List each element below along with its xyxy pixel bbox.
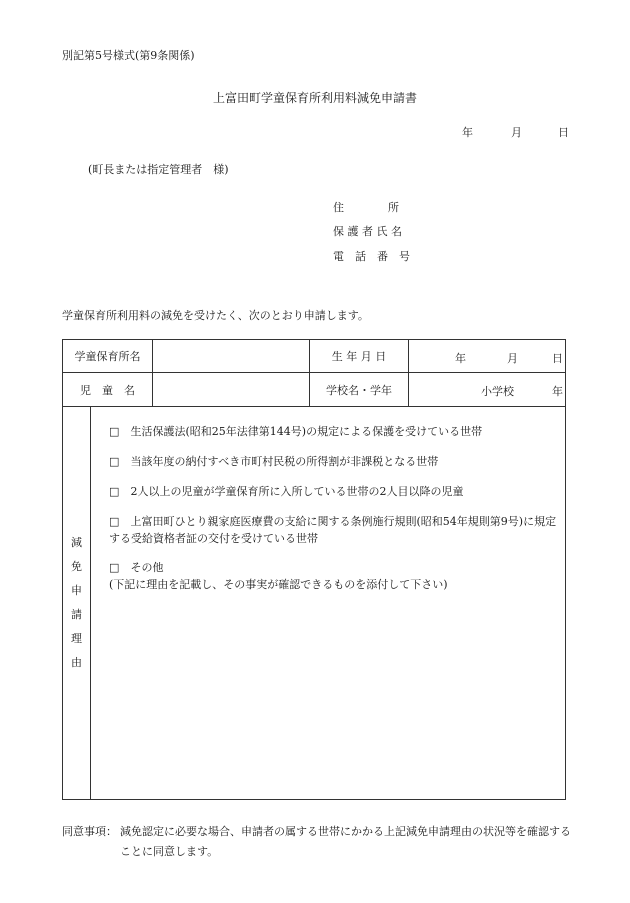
reason-option[interactable] [109,559,557,593]
birth-date-field[interactable] [409,340,566,373]
date-month-label: 月 [511,126,522,139]
reason-options [91,407,566,800]
facility-field[interactable] [153,340,310,373]
child-row [63,373,566,407]
birth-month-label: 月 [507,352,518,365]
application-table [62,339,566,800]
child-name-label: 児 童 名 [63,373,153,407]
reason-label-char: 由 [71,656,82,669]
birth-date-label: 生 年 月 日 [310,340,409,373]
reason-label-char: 申 [71,584,82,597]
reason-option-note: (下記に理由を記載し、その事実が確認できるものを添付して下さい) [109,578,448,591]
child-name-field[interactable] [153,373,310,407]
date-day-label: 日 [558,126,569,139]
reason-label-char: 減 [71,536,82,549]
reason-label-char: 理 [71,632,82,645]
reason-option-text: 上富田町ひとり親家庭医療費の支給に関する条例施行規則(昭和54年規則第9号)に規定する受給資格者証の交付を受けている世帯 [109,515,557,545]
school-grade-label: 学校名・学年 [310,373,409,407]
date-year-label: 年 [462,126,473,139]
reason-option-text: 生活保護法(昭和25年法律第144号)の規定による保護を受けている世帯 [130,425,483,438]
checkbox-icon[interactable]: □ [109,561,120,574]
reason-label-char: 免 [71,560,82,573]
phone-label: 電 話 番 号 [333,250,410,263]
address-label: 住 所 [333,201,399,214]
consent-text: 減免認定に必要な場合、申請者の属する世帯にかかる上記減免申請理由の状況等を確認することに同意します。 [120,825,571,858]
checkbox-icon[interactable]: □ [109,515,120,528]
facility-row [63,340,566,373]
reason-label [63,407,91,800]
consent-section [62,822,572,862]
checkbox-icon[interactable]: □ [109,425,120,438]
guardian-name-label: 保 護 者 氏 名 [333,225,402,238]
birth-year-label: 年 [455,352,466,365]
school-suffix-label: 小学校 [481,385,514,398]
form-number: 別記第5号様式(第9条関係) [62,49,195,62]
grade-suffix-label: 年 [552,385,563,398]
reason-option-text: 当該年度の納付すべき市町村民税の所得割が非課税となる世帯 [130,455,439,468]
other-reason-field[interactable] [109,602,557,791]
addressee: (町長または指定管理者 様) [88,163,229,176]
birth-day-label: 日 [552,352,563,365]
reason-option[interactable] [109,423,557,440]
reason-label-char: 請 [71,608,82,621]
consent-heading: 同意事項： [62,825,117,838]
checkbox-icon[interactable]: □ [109,485,120,498]
reason-option[interactable] [109,483,557,500]
facility-label: 学童保育所名 [63,340,153,373]
reason-option[interactable] [109,513,557,547]
reason-option-text: 2人以上の児童が学童保育所に入所している世帯の2人目以降の児童 [130,485,464,498]
form-title: 上富田町学童保育所利用料減免申請書 [212,91,417,105]
intro-text: 学童保育所利用料の減免を受けたく、次のとおり申請します。 [62,309,369,322]
reason-option[interactable] [109,453,557,470]
checkbox-icon[interactable]: □ [109,455,120,468]
reason-option-text: その他 [130,561,164,574]
reason-row [63,407,566,800]
school-grade-field[interactable] [409,373,566,407]
